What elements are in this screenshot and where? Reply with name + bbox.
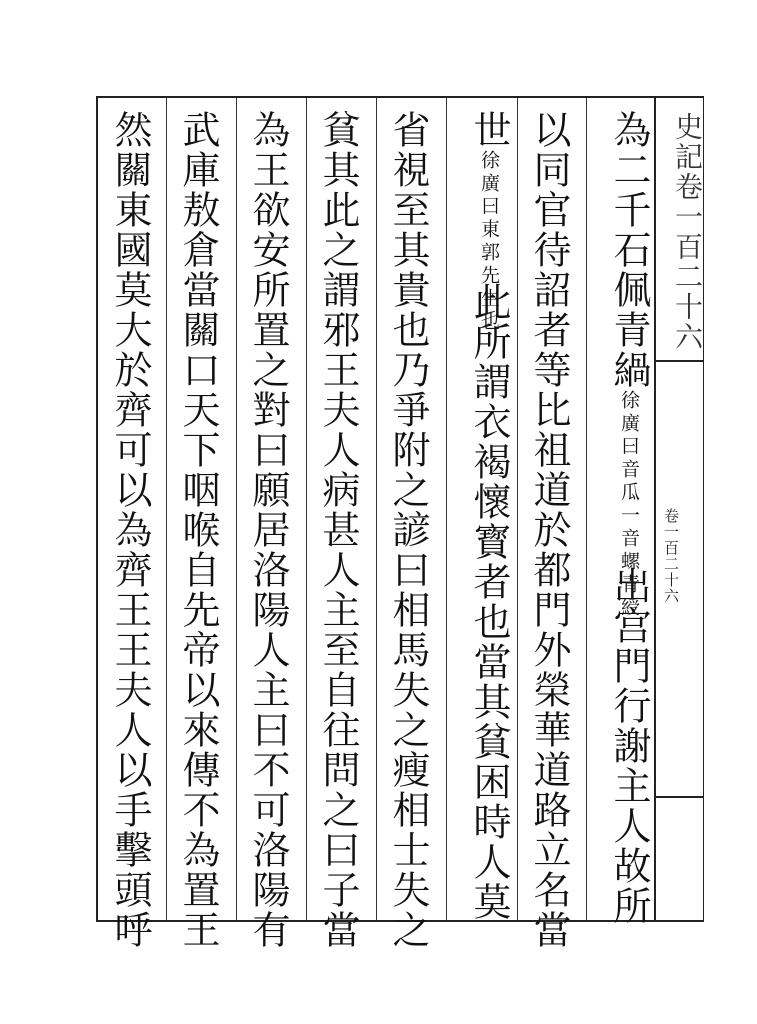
main-text: 出宫門行謝主人故所 [607, 566, 651, 926]
banxin-margin [656, 96, 704, 922]
text-column-3 [456, 110, 511, 922]
fish-tail-mark [656, 360, 704, 362]
column-rule [446, 98, 447, 920]
column-rule [586, 98, 587, 920]
main-text: 為二千石佩青緺 [607, 110, 651, 390]
text-column-2 [527, 110, 571, 950]
commentary-note: 徐廣曰音瓜一音螺青綬 [618, 390, 640, 620]
text-column-6 [246, 110, 290, 950]
text-column-5 [316, 110, 360, 950]
column-rule [376, 98, 377, 920]
main-text: 以同官待詔者等比祖道於都門外榮華道路立名當 [527, 110, 571, 950]
text-column-1 [596, 110, 651, 926]
text-column-8 [108, 110, 152, 950]
commentary-note: 徐廣曰東郭先生也 [478, 150, 500, 334]
fish-tail-mark [656, 796, 704, 798]
column-rule [517, 98, 518, 920]
main-text: 為王欲安所置之對曰願居洛陽人主曰不可洛陽有 [246, 110, 290, 950]
banxin-title: 史記卷一百二十六 [671, 112, 704, 352]
main-text: 省視至其貴也乃爭附之諺曰相馬失之瘦相士失之 [386, 110, 430, 950]
main-text: 世 [467, 110, 511, 150]
main-text: 此所謂衣褐懷寳者也當其貧困時人莫 [467, 282, 511, 922]
text-column-7 [176, 110, 220, 950]
main-text: 貧其此之謂邪王夫人病甚人主至自往問之曰子當 [316, 110, 360, 950]
main-text: 然關東國莫大於齊可以為齊王王夫人以手擊頭呼 [108, 110, 152, 950]
juan-label: 卷一百二十六 [662, 508, 680, 604]
column-rule [306, 98, 307, 920]
column-rule [236, 98, 237, 920]
column-rule [166, 98, 167, 920]
text-column-4 [386, 110, 430, 950]
main-text: 武庫敖倉當關口天下咽喉自先帝以來傳不為置王 [176, 110, 220, 950]
